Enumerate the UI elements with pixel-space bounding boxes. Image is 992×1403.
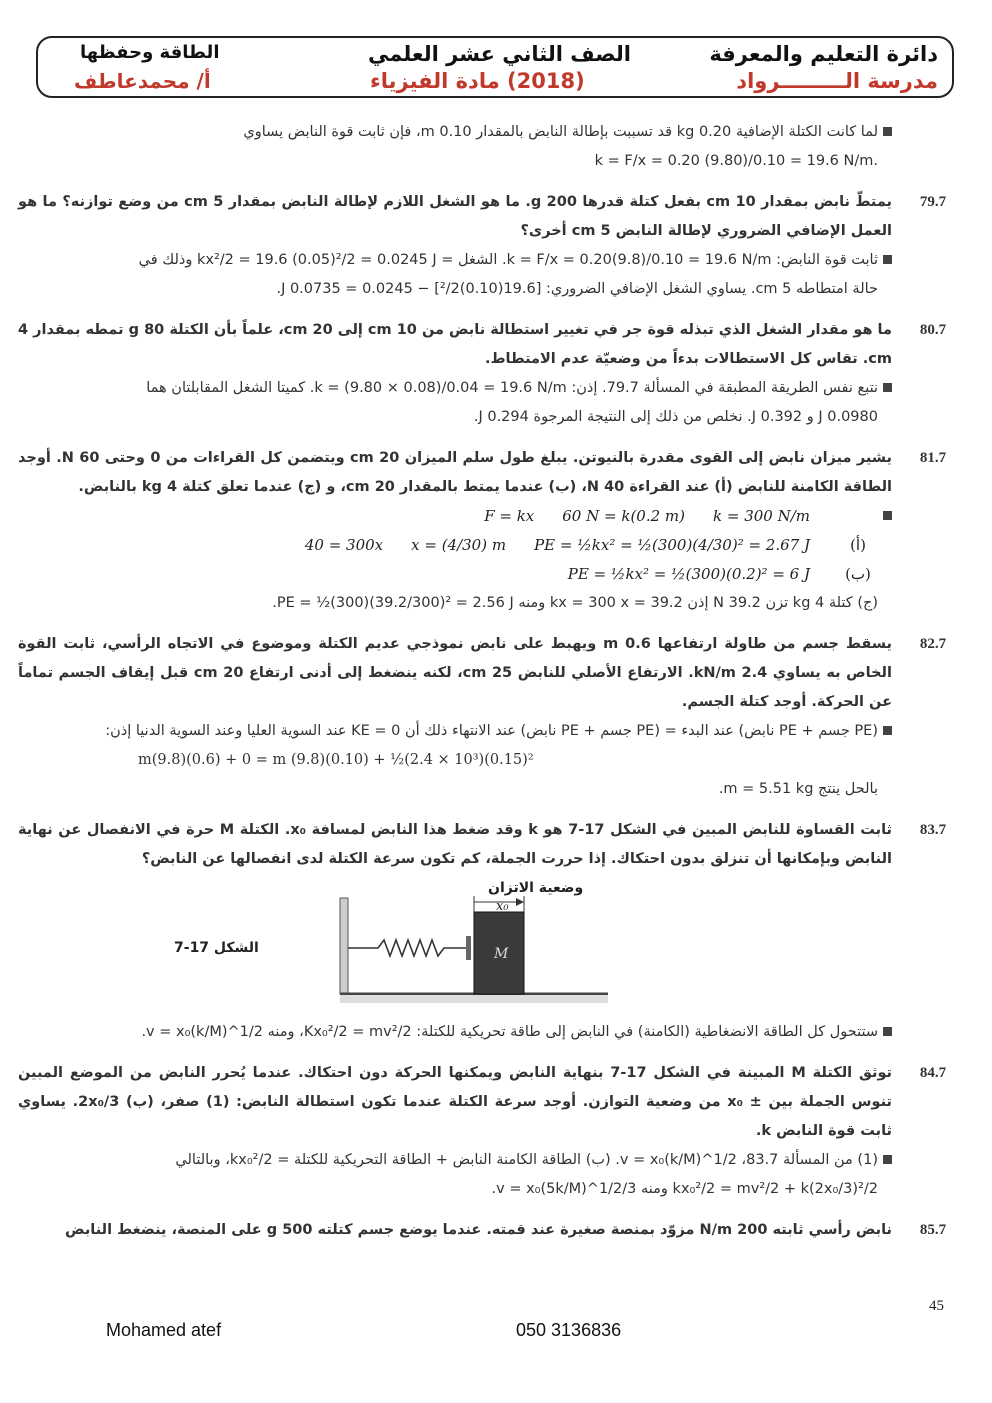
- teacher-name: أ/ محمدعاطف: [74, 69, 211, 93]
- answer: [18, 246, 892, 304]
- mass-label: M: [494, 946, 509, 962]
- answer: [18, 374, 892, 432]
- problem-number: 79.7: [919, 194, 947, 210]
- footer-author: Mohamed atef: [106, 1320, 222, 1340]
- part-label: (ب): [845, 565, 871, 583]
- equation: PE = ½kx² = ½(300)(4/30)² = 2.67 J: [534, 536, 810, 554]
- grade-label: الصف الثاني عشر العلمي: [368, 42, 632, 66]
- header-box: [36, 36, 954, 98]
- spring-plate: [466, 936, 471, 960]
- equation-row: [18, 531, 878, 560]
- equation: 40 = 300x: [304, 536, 384, 554]
- problem-80-7: [18, 316, 962, 432]
- bullet-icon: [883, 1155, 892, 1164]
- problem-number: 84.7: [919, 1065, 947, 1081]
- problem-number: 82.7: [919, 636, 947, 652]
- answer-line: 0.0980 J و 0.392 J. نخلص من ذلك إلى النتيجة المرجوة 0.294 J.: [473, 409, 878, 425]
- part-label: (أ): [850, 536, 866, 554]
- equation: k = 300 N/m: [713, 507, 810, 525]
- part-label: [838, 502, 878, 531]
- question-text: نابض رأسي ثابته 200 N/m مزوّد بمنصة صغيرة عند قمته. عندما يوضع جسم كتلته 500 g على المنصة، ينضغط النابض: [65, 1222, 892, 1238]
- bullet-icon: [883, 1027, 892, 1036]
- answer: [18, 589, 892, 618]
- equation: x = (4/30) m: [411, 536, 507, 554]
- spring: [348, 940, 466, 956]
- bullet-icon: [883, 127, 892, 136]
- page-content: [18, 118, 962, 1245]
- question-text: توثق الكتلة M المبينة في الشكل 17-7 بنهاية النابض ويمكنها الحركة دون احتكاك. عندما يُحرر النابض من الموضع المبين تنوس الجملة بين ± x₀ من وضعية التوازن. أوجد سرعة الكتلة عندما تكون استطالة النابض: (1) صفر، (ب) 2x₀/3. يساوي ثابت قوة النابض k.: [18, 1065, 893, 1139]
- equation-row: [18, 502, 878, 531]
- footer-phone: 050 3136836: [516, 1320, 622, 1340]
- problem-79-7: [18, 188, 962, 304]
- answer: [18, 118, 892, 176]
- figure-caption: وضعية الاتزان: [488, 880, 584, 896]
- answer-line: (1) من المسألة 83.7، v = x₀(k/M)^1/2. (ب) الطاقة الكامنة النابض + الطاقة التحريكية للكتلة = kx₀²/2، وبالتالي: [175, 1152, 878, 1168]
- answer: [18, 1146, 892, 1204]
- question-text: يشير ميزان نابض إلى القوى مقدرة بالنيوتن. يبلغ طول سلم الميزان 20 cm ويتضمن كل القراءات من 0 وحتى 60 N. أوجد الطاقة الكامنة للنابض (أ) عند القراءة 40 N، (ب) عندما يمتط بالمقدار 20 cm، و (ج) عندما تعلق كتلة 4 kg بالنابض.: [18, 450, 892, 495]
- question-text: ما هو مقدار الشغل الذي تبذله قوة جر في تغيير استطالة نابض من 10 cm إلى 20 cm، علماً بأن الكتلة 80 g تمطه بمقدار 4 cm. تقاس كل الاستطالات بدءاً من وضعيّة عدم الامتطاط.: [18, 322, 892, 367]
- figure-label: الشكل 17-7: [174, 940, 259, 956]
- topic-title: الطاقة وحفظها: [80, 42, 220, 63]
- bullet-icon: [883, 383, 892, 392]
- problem-83-7: [18, 816, 962, 1047]
- answer-line: .k = F/x = 0.20 (9.80)/0.10 = 19.6 N/m: [594, 153, 878, 169]
- answer-line: لما كانت الكتلة الإضافية 0.20 kg قد تسببت بإطالة النابض بالمقدار 0.10 m، فإن ثابت قوة النابض يساوي: [243, 124, 878, 140]
- department-name: دائرة التعليم والمعرفة: [709, 42, 938, 66]
- answer: [18, 717, 892, 804]
- answer-equation: m(9.8)(0.6) + 0 = m (9.8)(0.10) + ½(2.4 × 10³)(0.15)²: [138, 752, 534, 768]
- subject-year: (2018) مادة الفيزياء: [370, 69, 585, 93]
- answer: [18, 1018, 892, 1047]
- bullet-icon: [883, 726, 892, 735]
- problem-number: 81.7: [919, 450, 947, 466]
- answer-line: حالة امتطاطه 5 cm. يساوي الشغل الإضافي الضروري: [19.6(0.10)²/2] − 0.0245 = 0.0735 J.: [276, 281, 878, 297]
- figure-17-7: [18, 878, 962, 1018]
- equation: 60 N = k(0.2 m): [562, 507, 685, 525]
- answer-line: ستتحول كل الطاقة الانضغاطية (الكامنة) في النابض إلى طاقة تحريكية للكتلة: Kx₀²/2 = mv²/2، ومنه v = x₀(k/M)^1/2.: [141, 1024, 878, 1040]
- problem-81-7: [18, 444, 962, 618]
- problem-84-7: [18, 1059, 962, 1204]
- problem-85-7: [18, 1216, 962, 1245]
- problem-number: 80.7: [919, 322, 947, 338]
- answer-line: نتبع نفس الطريقة المطبقة في المسألة 79.7. إذن: k = (9.80 × 0.08)/0.04 = 19.6 N/m. كميتا الشغل المقابلتان هما: [146, 380, 878, 396]
- equation: F = kx: [484, 507, 535, 525]
- answer-line: ثابت قوة النابض: k = F/x = 0.20(9.8)/0.10 = 19.6 N/m. الشغل = kx²/2 = 19.6 (0.05)²/2 = 0.0245 J وذلك في: [138, 252, 878, 268]
- bullet-icon: [883, 511, 892, 520]
- school-name: مدرسة الـــــــــرواد: [736, 69, 938, 93]
- answer-line: kx₀²/2 = mv²/2 + k(2x₀/3)²/2 ومنه v = x₀(5k/M)^1/2/3.: [491, 1181, 878, 1197]
- equation-row: [18, 560, 878, 589]
- problem-number: 83.7: [919, 822, 947, 838]
- answer-block-continued: [18, 118, 962, 176]
- wall: [340, 898, 348, 994]
- question-text: يمتطّ نابض بمقدار 10 cm بفعل كتلة قدرها 200 g. ما هو الشغل اللازم لإطالة النابض بمقدار 5 cm من وضع توازنه؟ ما هو العمل الإضافي الضروري لإطالة النابض 5 cm أخرى؟: [18, 194, 892, 239]
- answer-line: بالحل ينتج m = 5.51 kg.: [718, 781, 878, 797]
- bullet-icon: [883, 255, 892, 264]
- equation-grid: [18, 502, 892, 589]
- equation: PE = ½kx² = ½(300)(0.2)² = 6 J: [567, 565, 810, 583]
- answer-line: (ج) كتلة 4 kg تزن 39.2 N إذن 39.2 = kx = 300 x ومنه PE = ½(300)(39.2/300)² = 2.56 J.: [272, 595, 878, 611]
- page-number: 45: [929, 1298, 944, 1314]
- question-text: يسقط جسم من طاولة ارتفاعها 0.6 m ويهبط على نابض نموذجي عديم الكتلة وموضوع في الاتجاه الرأسي، ثابت القوة الخاص به يساوي 2.4 kN/m. الارتفاع الأصلي للنابض 25 cm، لكنه ينضغط إلى أدنى ارتفاع 20 cm قبل إيقاف الجسم تماماً عن الحركة. أوجد كتلة الجسم.: [18, 636, 892, 710]
- problem-number: 85.7: [919, 1222, 947, 1238]
- question-text: ثابت القساوة للنابض المبين في الشكل 17-7 هو k وقد ضغط هذا النابض لمسافة x₀. الكتلة M حرة في الانفصال عن نهاية النابض وبإمكانها أن تنزلق بدون احتكاك. إذا حررت الجملة، كم تكون سرعة الكتلة لدى انفصالها عن النابض؟: [18, 822, 892, 867]
- problem-82-7: [18, 630, 962, 804]
- answer-line: (PE جسم + PE نابض) عند البدء = (PE جسم + PE نابض) عند الانتهاء ذلك أن KE = 0 عند السوية العليا وعند السوية الدنيا إذن:: [105, 723, 878, 739]
- displacement-label: x₀: [496, 899, 509, 914]
- floor-hatch: [340, 995, 608, 1003]
